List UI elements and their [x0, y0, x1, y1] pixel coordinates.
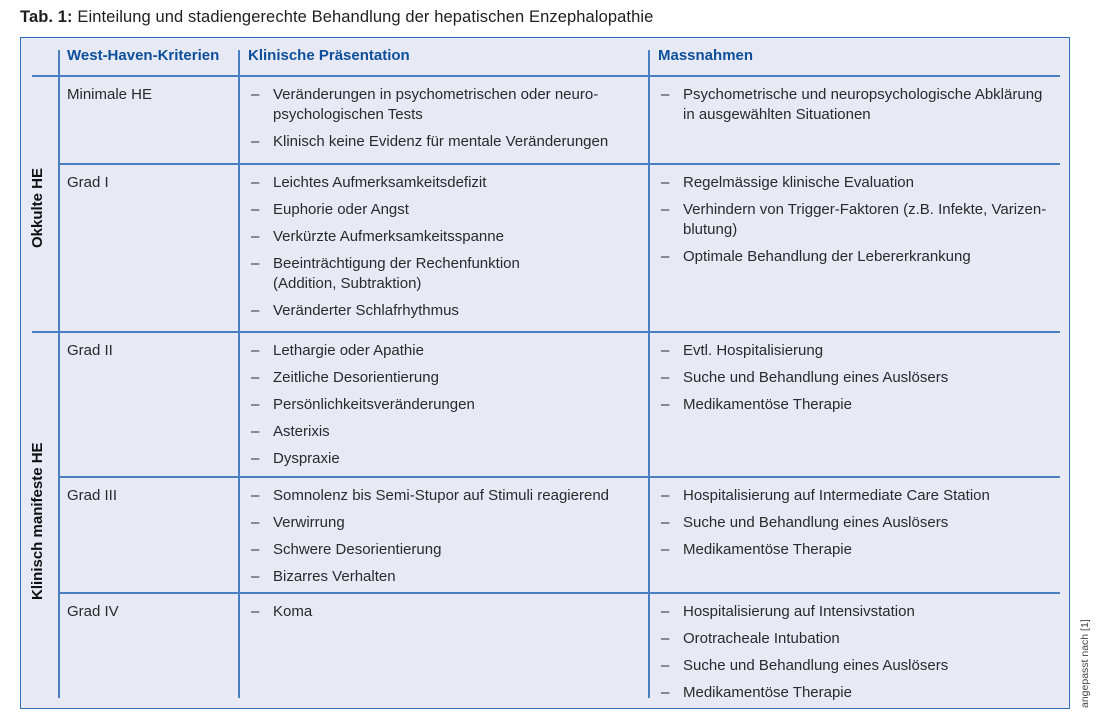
list-item — [658, 683, 1058, 703]
list-item — [248, 540, 643, 560]
dash-marker: – — [251, 133, 260, 150]
list-item — [248, 227, 643, 247]
list-item — [248, 368, 643, 388]
dash-marker: – — [661, 396, 670, 413]
list-item — [658, 486, 1058, 506]
dash-marker: – — [661, 86, 670, 103]
list-item — [658, 540, 1058, 560]
list-item-text: Verhindern von Trigger-Faktoren (z.B. Infekte, Varizen- blutung) — [683, 201, 1047, 238]
list-item-text: Persönlichkeitsveränderungen — [273, 396, 475, 413]
divider-criteria-column — [238, 50, 240, 698]
list-item — [248, 341, 643, 361]
list-item — [658, 247, 1058, 267]
dash-marker: – — [251, 302, 260, 319]
list-item-text: Suche und Behandlung eines Auslösers — [683, 657, 949, 674]
table-caption — [20, 8, 653, 27]
list-item-text: Leichtes Aufmerksamkeitsdefizit — [273, 174, 487, 191]
dash-marker: – — [251, 514, 260, 531]
list-item-text: Dyspraxie — [273, 450, 340, 467]
list-item-text: Beeinträchtigung der Rechenfunktion (Addition, Subtraktion) — [273, 255, 520, 292]
list-item-text: Somnolenz bis Semi-Stupor auf Stimuli reagierend — [273, 487, 609, 504]
group-label-manifest-he: Klinisch manifeste HE — [29, 442, 46, 600]
caption-label: Tab. 1: — [20, 8, 73, 26]
divider-group — [32, 331, 1060, 333]
presentation-list — [248, 486, 643, 594]
list-item-text: Klinisch keine Evidenz für mentale Veränderungen — [273, 133, 609, 150]
dash-marker: – — [251, 450, 260, 467]
list-item — [248, 200, 643, 220]
dash-marker: – — [251, 255, 260, 272]
list-item — [658, 368, 1058, 388]
measures-list — [658, 341, 1058, 422]
dash-marker: – — [251, 174, 260, 191]
group-label-occult-he: Okkulte HE — [29, 167, 46, 248]
list-item-text: Psychometrische und neuropsychologische Abklärung in ausgewählten Situationen — [683, 86, 1043, 123]
list-item — [248, 486, 643, 506]
list-item-text: Veränderungen in psychometrischen oder neuro- psychologischen Tests — [273, 86, 599, 123]
list-item — [248, 449, 643, 469]
list-item-text: Hospitalisierung auf Intensivstation — [683, 603, 915, 620]
divider-group-column — [58, 50, 60, 698]
list-item — [658, 200, 1058, 240]
list-item-text: Lethargie oder Apathie — [273, 342, 424, 359]
grade-cell: Grad I — [67, 174, 109, 191]
presentation-list — [248, 85, 643, 159]
list-item-text: Euphorie oder Angst — [273, 201, 409, 218]
list-item — [658, 629, 1058, 649]
list-item-text: Medikamentöse Therapie — [683, 396, 852, 413]
list-item-text: Evtl. Hospitalisierung — [683, 342, 824, 359]
grade-cell: Grad IV — [67, 603, 119, 620]
grade-cell: Minimale HE — [67, 86, 153, 103]
divider-measures-column — [648, 50, 650, 698]
list-item-text: Koma — [273, 603, 313, 620]
dash-marker: – — [661, 487, 670, 504]
list-item-text: Verwirrung — [273, 514, 345, 531]
list-item-text: Medikamentöse Therapie — [683, 541, 852, 558]
list-item-text: Schwere Desorientierung — [273, 541, 442, 558]
dash-marker: – — [251, 541, 260, 558]
dash-marker: – — [661, 657, 670, 674]
grade-cell: Grad III — [67, 487, 118, 504]
dash-marker: – — [661, 201, 670, 218]
list-item — [248, 513, 643, 533]
list-item — [658, 395, 1058, 415]
list-item — [248, 301, 643, 321]
dash-marker: – — [251, 396, 260, 413]
dash-marker: – — [661, 514, 670, 531]
list-item-text: Optimale Behandlung der Lebererkrankung — [683, 248, 971, 265]
list-item — [658, 602, 1058, 622]
caption-text: Einteilung und stadiengerechte Behandlung der hepatischen Enzephalopathie — [72, 8, 654, 26]
list-item-text: Hospitalisierung auf Intermediate Care Station — [683, 487, 990, 504]
presentation-list — [248, 173, 643, 328]
list-item-text: Orotracheale Intubation — [683, 630, 840, 647]
list-item-text: Suche und Behandlung eines Auslösers — [683, 369, 949, 386]
dash-marker: – — [661, 541, 670, 558]
header-clinical-presentation: Klinische Präsentation — [248, 47, 410, 64]
presentation-list — [248, 341, 643, 476]
dash-marker: – — [661, 248, 670, 265]
header-measures: Massnahmen — [658, 47, 754, 64]
dash-marker: – — [661, 684, 670, 701]
list-item-text: Veränderter Schlafrhythmus — [273, 302, 459, 319]
list-item-text: Bizarres Verhalten — [273, 568, 396, 585]
measures-list — [658, 486, 1058, 567]
grade-cell: Grad II — [67, 342, 113, 359]
list-item — [248, 567, 643, 587]
divider-row — [58, 163, 1060, 165]
list-item — [658, 85, 1058, 125]
list-item — [658, 341, 1058, 361]
list-item — [248, 602, 643, 622]
dash-marker: – — [661, 630, 670, 647]
dash-marker: – — [251, 487, 260, 504]
measures-list — [658, 602, 1058, 710]
list-item-text: Verkürzte Aufmerksamkeitsspanne — [273, 228, 504, 245]
presentation-list — [248, 602, 643, 629]
list-item — [248, 132, 643, 152]
list-item — [248, 395, 643, 415]
dash-marker: – — [251, 228, 260, 245]
dash-marker: – — [251, 342, 260, 359]
dash-marker: – — [661, 603, 670, 620]
dash-marker: – — [251, 201, 260, 218]
dash-marker: – — [251, 423, 260, 440]
list-item — [658, 173, 1058, 193]
list-item-text: Zeitliche Desorientierung — [273, 369, 439, 386]
list-item — [658, 656, 1058, 676]
list-item-text: Suche und Behandlung eines Auslösers — [683, 514, 949, 531]
dash-marker: – — [251, 603, 260, 620]
dash-marker: – — [251, 369, 260, 386]
list-item — [248, 85, 643, 125]
header-west-haven: West-Haven-Kriterien — [67, 47, 220, 64]
he-classification-table — [20, 37, 1070, 709]
dash-marker: – — [661, 174, 670, 191]
dash-marker: – — [661, 369, 670, 386]
list-item-text: Regelmässige klinische Evaluation — [683, 174, 914, 191]
list-item — [248, 254, 643, 294]
dash-marker: – — [251, 86, 260, 103]
list-item-text: Asterixis — [273, 423, 330, 440]
source-credit: angepasst nach [1] — [1079, 619, 1091, 708]
dash-marker: – — [251, 568, 260, 585]
dash-marker: – — [661, 342, 670, 359]
measures-list — [658, 173, 1058, 274]
list-item — [248, 173, 643, 193]
measures-list — [658, 85, 1058, 132]
divider-row — [58, 476, 1060, 478]
list-item-text: Medikamentöse Therapie — [683, 684, 852, 701]
list-item — [658, 513, 1058, 533]
divider-header — [32, 75, 1060, 77]
list-item — [248, 422, 643, 442]
